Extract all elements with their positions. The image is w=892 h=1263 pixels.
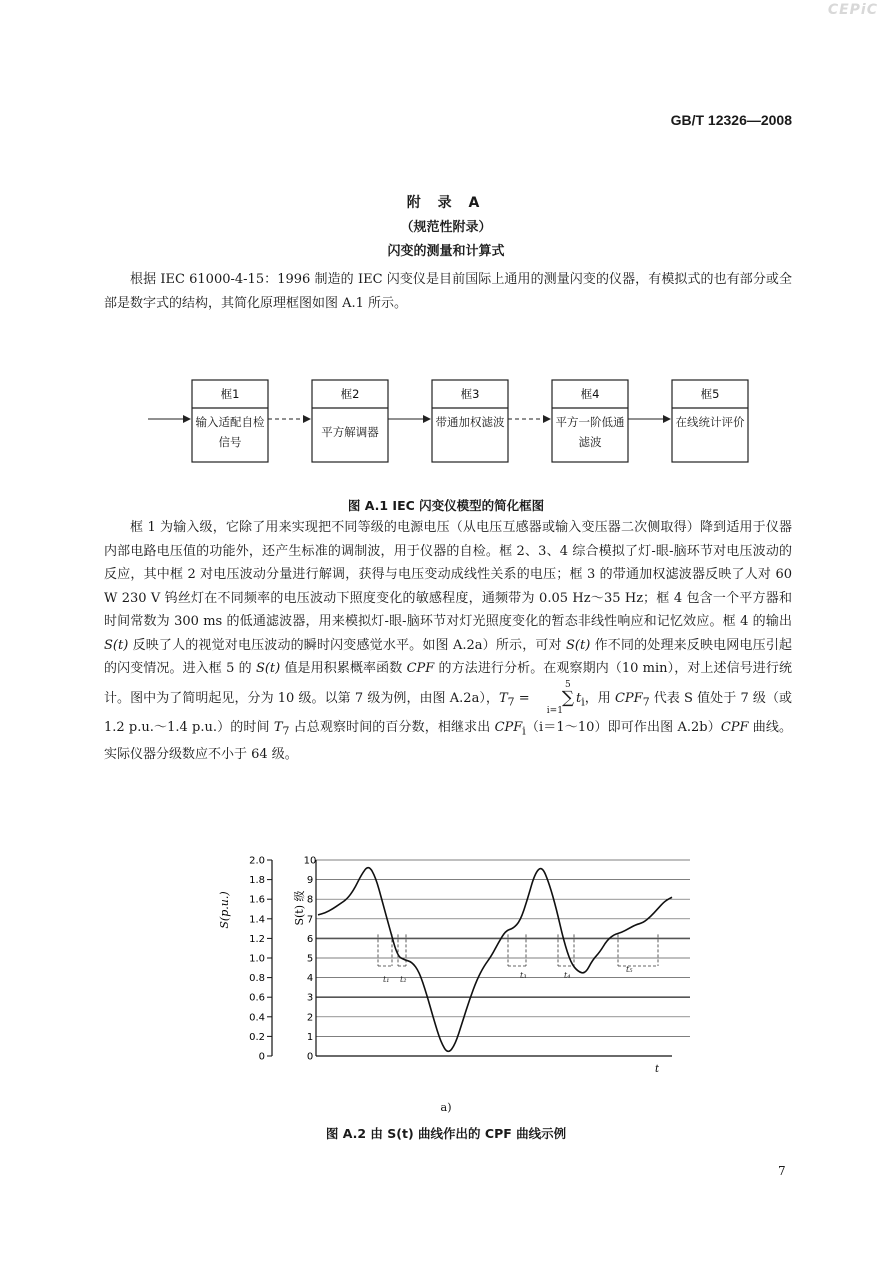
right-axis-label: S(t) 级 bbox=[293, 890, 306, 926]
interval-label-t1: t₁ bbox=[383, 975, 390, 984]
appendix-title: 附 录 A bbox=[406, 195, 486, 211]
sum-formula: $T_7 = 5$ ∑ $i=1t_i$ bbox=[498, 679, 585, 716]
left-tick-label: 1.6 bbox=[249, 894, 265, 906]
right-tick-label: 1 bbox=[306, 1031, 314, 1043]
right-tick-label: 7 bbox=[306, 914, 314, 926]
right-tick-label: 9 bbox=[306, 875, 314, 887]
left-tick-label: 1.4 bbox=[249, 914, 265, 926]
box-4-title: 框4 bbox=[580, 387, 600, 401]
box-3-body: 带通加权滤波 bbox=[435, 415, 505, 429]
right-tick-label: 4 bbox=[306, 973, 314, 985]
interval-label-t3: t₃ bbox=[520, 971, 527, 980]
right-tick-label: 0 bbox=[306, 1051, 314, 1063]
figure-a1-caption: 图 A.1 IEC 闪变仪模型的简化框图 bbox=[347, 498, 545, 513]
right-tick-label: 6 bbox=[306, 933, 314, 945]
appendix-subtitle: （规范性附录） bbox=[400, 220, 492, 235]
figure-sub-label: a) bbox=[440, 1100, 452, 1114]
box-1-body: 输入适配自检信号 bbox=[195, 415, 265, 449]
left-tick-label: 0.2 bbox=[249, 1031, 265, 1043]
box-3-title: 框3 bbox=[460, 387, 480, 401]
left-tick-label: 1.2 bbox=[249, 933, 265, 945]
box-1-title: 框1 bbox=[220, 387, 240, 401]
right-tick-label: 5 bbox=[306, 953, 314, 965]
st-chart bbox=[210, 850, 710, 1080]
box-4-body: 平方一阶低通滤波 bbox=[555, 415, 625, 449]
standard-number: GB/T 12326—2008 bbox=[670, 112, 792, 128]
left-tick-label: 0.4 bbox=[249, 1012, 265, 1024]
figure-a2-caption: 图 A.2 由 S(t) 曲线作出的 CPF 曲线示例 bbox=[325, 1126, 567, 1141]
cepic-logo: CEPiC bbox=[827, 2, 878, 18]
right-tick-label: 3 bbox=[306, 992, 314, 1004]
left-tick-label: 0.8 bbox=[249, 973, 265, 985]
box-5-body: 在线统计评价 bbox=[675, 415, 745, 429]
interval-label-t2: t₂ bbox=[400, 975, 407, 984]
left-axis-label: S(p.u.) bbox=[218, 891, 231, 929]
left-tick-label: 0 bbox=[258, 1051, 265, 1063]
box-2-title: 框2 bbox=[340, 387, 360, 401]
box-2-body: 平方解调器 bbox=[321, 425, 379, 439]
left-tick-label: 1.0 bbox=[249, 953, 265, 965]
appendix-heading: 闪变的测量和计算式 bbox=[387, 244, 505, 259]
right-tick-label: 2 bbox=[306, 1012, 314, 1024]
interval-label-t5: t₅ bbox=[626, 965, 633, 974]
st-curve bbox=[318, 868, 672, 1052]
interval-label-t4: t₄ bbox=[564, 971, 571, 980]
page-number: 7 bbox=[778, 1164, 786, 1178]
left-tick-label: 0.6 bbox=[249, 992, 265, 1004]
left-tick-label: 2.0 bbox=[249, 855, 265, 867]
chart-grid bbox=[316, 860, 690, 1036]
body-paragraph: 框 1 为输入级，它除了用来实现把不同等级的电源电压（从电压互感器或输入变压器二次侧取得）降到适用于仪器内部电路电压值的功能外，还产生标准的调制波，用于仪器的自检。框 2、3、4 综合模拟了灯-眼-脑环节对电压波动的反应，其中框 2 对电压波动分量进行解调，获得与电压变动成线性关系的电压；框 3 的带通加权滤波器反映了人对 60 W 230 V 钨丝灯在不同频率的电压波动下照度变化的敏感程度，通频带为 0.05 Hz～35 Hz；框 4 包含一个平方器和时间常数为 300 ms 的低通滤波器，用来模拟灯-眼-脑环节对灯光照度变化的暂态非线性响应和记忆效应。框 4 的输出 S(t) 反映了人的视觉对电压波动的瞬时闪变感觉水平。如图 A.2a）所示，可对 S(t) 作不同的处理来反映电网电压引起的闪变情况。进入框 5 的 S(t) 值是用积累概率函数 CPF 的方法进行分析。在观察期内（10 min），对上述信号进行统计。图中为了简明起见，分为 10 级。以第 7 级为例，由图 A.2a），$T_7 = 5$ ∑ $i=1t_i$，用 $CPF_7$ 代表 S 值处于 7 级（或 1.2 p.u.～1.4 p.u.）的时间 $T_7$ 占总观察时间的百分数，相继求出 $CPF_i(i=1\sim 10)$即可作出图 A.2b）CPF 曲线。实际仪器分级数应不小于 64 级。 bbox=[104, 520, 793, 762]
block-diagram bbox=[140, 372, 780, 472]
box-5-title: 框5 bbox=[700, 387, 720, 401]
right-tick-label: 8 bbox=[306, 894, 314, 906]
intro-paragraph: 根据 IEC 61000-4-15：1996 制造的 IEC 闪变仪是目前国际上通用的测量闪变的仪器，有模拟式的也有部分或全部是数字式的结构，其简化原理框图如图 A.1 所示。 bbox=[104, 272, 792, 311]
x-axis-label: t bbox=[655, 1064, 660, 1075]
left-tick-label: 1.8 bbox=[249, 875, 265, 887]
right-tick-label: 10 bbox=[303, 855, 317, 867]
